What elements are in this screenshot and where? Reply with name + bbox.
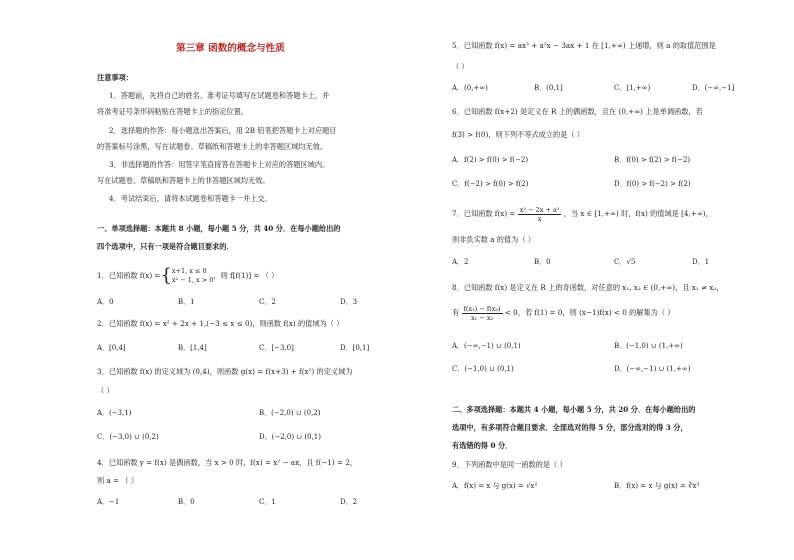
- q1-piece-b: x² − 1, x > 0: [171, 276, 214, 284]
- q5-option-a: A．(0,+∞): [452, 84, 488, 92]
- question-9: 9．下列函数中是同一函数的是（ ）: [452, 460, 567, 469]
- q2-option-c: C．[−3,0]: [259, 344, 294, 352]
- q4-option-c: C．1: [259, 498, 276, 506]
- q3-option-b: B．(−2,0) ∪ (0,2): [259, 409, 321, 417]
- q6-option-b: B．f(0) > f(2) > f(−2): [614, 156, 691, 164]
- section1-heading-cont: 四个选项中，只有一项是符合题目要求的．: [97, 242, 234, 251]
- question-1: [97, 266, 278, 286]
- q7-prefix: 7．已知函数 f(x) =: [452, 209, 516, 218]
- q2-option-a: A．[0,4]: [97, 344, 126, 352]
- q1-suffix: ，则 f[f(1)] = （ ）: [213, 271, 279, 280]
- question-7: [452, 205, 713, 223]
- note-line: 1．答题前，先将自己的姓名、准考证号填写在试题卷和答题卡上，并: [109, 91, 330, 100]
- page-title: 第三章 函数的概念与性质: [176, 43, 285, 54]
- note-line: 将准考证号条形码粘贴在答题卡上的指定位置。: [97, 107, 248, 116]
- q7-option-d: D．1: [692, 258, 710, 266]
- section2-heading: 二、多项选择题：本题共 4 小题，每小题 5 分，共 20 分．在每小题给出的: [452, 405, 696, 414]
- q1-option-c: C．2: [259, 298, 276, 306]
- question-7-cont: 则非负实数 a 的值为（ ）: [452, 235, 536, 244]
- q8-suffix: < 0，若 f(1) = 0，则 (x−1)f(x) < 0 的解集为（ ）: [504, 308, 675, 317]
- q8-option-d: D．(−∞,−1) ∪ (1,+∞): [614, 365, 691, 373]
- q8-numerator: f(x₁) − f(x₂): [463, 304, 501, 313]
- question-4-cont: 则 a = （ ）: [97, 476, 139, 485]
- q1-option-d: D．3: [340, 298, 358, 306]
- q2-option-d: D．[0,1]: [340, 344, 370, 352]
- left-column: [0, 0, 380, 560]
- q7-numerator: x² − 2x + a²: [519, 205, 560, 214]
- q7-fraction: [518, 206, 562, 223]
- q5-blank: （ ）: [452, 62, 469, 71]
- question-6-cont: f(3) > f(0)，则下列不等式成立的是（ ）: [452, 130, 584, 139]
- q7-option-a: A．2: [452, 258, 469, 266]
- q7-denominator: x: [537, 214, 542, 223]
- q1-prefix: 1．已知函数 f(x) =: [97, 271, 161, 280]
- note-line: 写在试题卷、草稿纸和答题卡上的非答题区域均无效。: [97, 176, 270, 185]
- q7-suffix: ，当 x ∈ [1,+∞) 时，f(x) 的值域是 [4,+∞)，: [563, 209, 713, 218]
- q8-option-c: C．(−1,0) ∪ (0,1): [452, 365, 514, 373]
- q5-option-b: B．(0,1]: [534, 84, 563, 92]
- q9-option-b: B．f(x) = x 与 g(x) = ∛x³: [614, 482, 700, 490]
- q1-option-b: B．1: [178, 298, 195, 306]
- q6-option-d: D．f(0) > f(−2) > f(2): [614, 180, 691, 188]
- q4-option-b: B．0: [178, 498, 195, 506]
- q3-option-a: A．(−3,1): [97, 409, 132, 417]
- q8-pre: 有: [452, 308, 460, 317]
- note-line: 的答案标号涂黑，写在试题卷、草稿纸和答题卡上的非答题区域均无效。: [97, 142, 328, 151]
- q4-option-d: D．2: [340, 498, 358, 506]
- q2-option-b: B．[1,4]: [178, 344, 207, 352]
- question-8: 8．已知函数 f(x) 是定义在 R 上的奇函数，对任意的 x₁, x₂ ∈ (0,+∞)，且 x₁ ≠ x₂，: [452, 283, 724, 292]
- q1-piece-a: x+1, x ≤ 0: [171, 267, 207, 275]
- q7-option-c: C．√5: [614, 258, 636, 266]
- q9-option-a: A．f(x) = x 与 g(x) = √x²: [452, 482, 538, 490]
- q4-option-a: A．−1: [97, 498, 120, 506]
- question-2: 2．已知函数 f(x) = x² + 2x + 1,(−3 ≤ x ≤ 0)，则函数 f(x) 的值域为（ ）: [97, 319, 344, 328]
- note-line: 2．选择题的作答：每小题选出答案后，用 2B 铅笔把答题卡上对应题目: [109, 126, 337, 135]
- q8-option-a: A．(−∞,−1) ∪ (0,1): [452, 342, 521, 350]
- q8-fraction: [462, 305, 503, 322]
- question-3: 3．已知函数 f(x) 的定义域为 (0,4)，则函数 g(x) = f(x+3) + f(x²) 的定义域为: [97, 367, 353, 376]
- q3-option-c: C．(−3,0) ∪ (0,2): [97, 433, 159, 441]
- question-5: 5．已知函数 f(x) = ax³ + a²x − 3ax + 1 在 [1,+∞) 上递增，则 a 的取值范围是: [452, 41, 716, 50]
- q5-option-c: C．[1,+∞): [614, 84, 651, 92]
- q3-option-d: D．(−2,0) ∪ (0,1): [259, 433, 321, 441]
- section2-heading-cont: 选项中，有多项符合题目要求．全部选对的得 5 分，部分选对的得 3 分，: [452, 423, 688, 432]
- brace-symbol: {: [160, 265, 172, 286]
- section2-heading-cont2: 有选错的得 0 分．: [452, 441, 513, 450]
- question-4: 4．已知函数 y = f(x) 是偶函数，当 x > 0 时，f(x) = x² − ax，且 f(−1) = 2，: [97, 458, 357, 467]
- q1-piecewise: [172, 267, 214, 285]
- notes-heading: 注意事项：: [97, 73, 133, 82]
- q8-option-b: B．(−1,0) ∪ (1,+∞): [614, 342, 683, 350]
- note-line: 4．考试结束后，请将本试题卷和答题卡一并上交。: [109, 194, 272, 203]
- note-line: 3．非选择题的作答：用签字笔直接答在答题卡上对应的答题区域内。: [109, 160, 330, 169]
- q6-option-a: A．f(2) > f(0) > f(−2): [452, 156, 529, 164]
- q8-denominator: x₁ − x₂: [470, 313, 494, 322]
- question-8-cont: [452, 304, 675, 322]
- q5-option-d: D．(−∞,−1]: [692, 84, 735, 92]
- right-column: [400, 0, 780, 560]
- q3-blank: （ ）: [97, 386, 114, 395]
- question-6: 6．已知函数 f(x+2) 是定义在 R 上的偶函数，且在 (0,+∞) 上是单调函数，若: [452, 107, 703, 116]
- q6-option-c: C．f(−2) > f(0) > f(2): [452, 180, 529, 188]
- q1-option-a: A．0: [97, 298, 114, 306]
- q7-option-b: B．0: [534, 258, 551, 266]
- section1-heading: 一、单项选择题：本题共 8 小题，每小题 5 分，共 40 分．在每小题给出的: [97, 224, 341, 233]
